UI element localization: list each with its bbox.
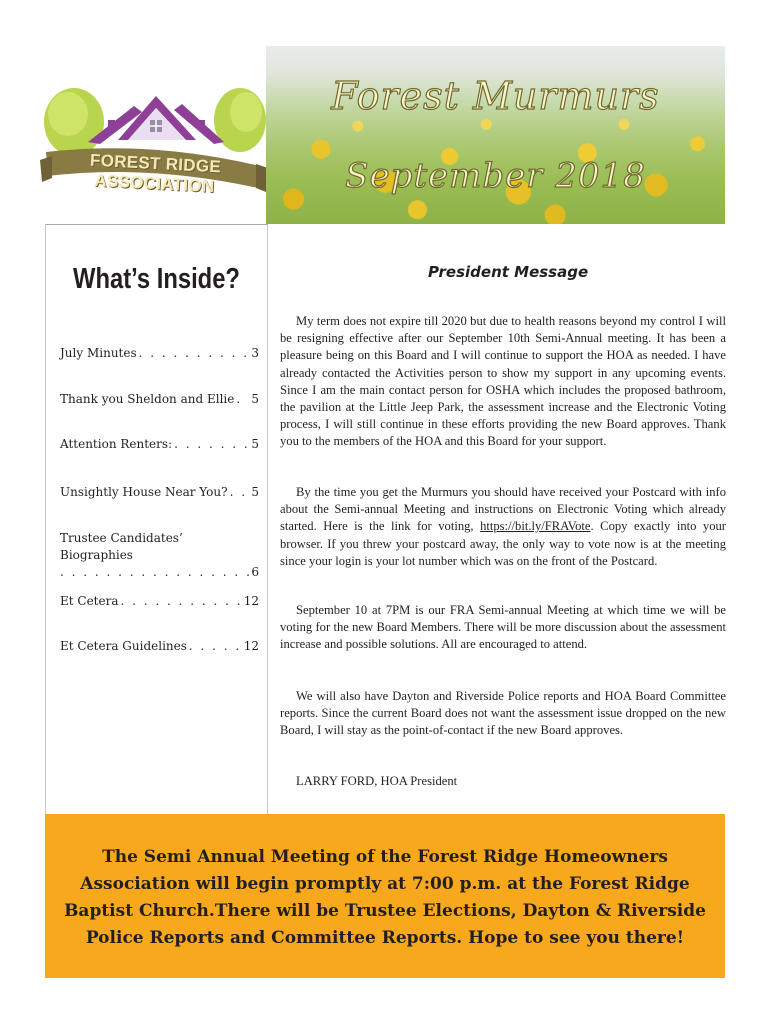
president-paragraph-3: [280, 602, 726, 654]
paragraph-text: By the time you get the Murmurs you should have received your Postcard with info about the Semi-annual Meeting and instructions on Electronic Voting which already started. Here is the link for voting,: [280, 485, 726, 534]
newsletter-header-banner: [266, 46, 725, 224]
toc-item-page: 5: [251, 485, 259, 499]
toc-item[interactable]: [60, 345, 259, 362]
toc-item[interactable]: [60, 593, 259, 610]
paragraph-text: My term does not expire till 2020 but due to health reasons beyond my control I will be resigning effective after our September 10th Semi-Annual meeting. It has been a pleasure being on this Board and I will continue to support the HOA as needed. I have already contacted the Activities person to show my support in any upcoming events. Since I am the main contact person for OSHA which includes the proposed bathroom, the pavilion at the Little Jeep Park, the assessment increase and the Electronic Voting process, I will still continue in these efforts providing the new Board approves. Thank you to the members of the HOA and this Board for your support.: [280, 314, 726, 449]
paragraph-text: September 10 at 7PM is our FRA Semi-annual Meeting at which time we will be voting for the new Board Members. There will be more discussion about the assessment increase and possible solutions. All are encouraged to attend.: [280, 603, 726, 652]
toc-item[interactable]: [60, 484, 259, 501]
toc-item-page: 5: [251, 392, 259, 406]
toc-item[interactable]: [60, 530, 259, 581]
paragraph-text: . Copy exactly into your browser. If you threw your postcard away, the only way to vote now is at the meeting since your login is your lot number which was on the front of the Postcard.: [280, 519, 726, 568]
president-paragraph-4: [280, 688, 726, 740]
voting-link[interactable]: https://bit.ly/FRAVote: [480, 519, 591, 534]
toc-item-label: Thank you Sheldon and Ellie: [60, 392, 235, 406]
toc-item[interactable]: [60, 436, 259, 453]
toc-item-page: 5: [251, 437, 259, 451]
toc-item-page: 12: [243, 639, 259, 653]
toc-item[interactable]: [60, 391, 259, 408]
newsletter-title: Forest Murmurs: [331, 74, 660, 118]
newsletter-date: September 2018: [345, 156, 646, 196]
president-paragraph-1: [280, 313, 726, 451]
meeting-announcement-text: The Semi Annual Meeting of the Forest Ridge Homeowners Association will begin promptly at 7:00 p.m. at the Forest Ridge Baptist Church.There will be Trustee Elections, Dayton & Riverside Police Reports and Committee Reports. Hope to see you there!: [64, 847, 706, 948]
toc-item[interactable]: [60, 638, 259, 655]
toc-item-page: 6: [251, 565, 259, 579]
toc-item-label: July Minutes: [60, 346, 137, 360]
toc-item-label: Et Cetera: [60, 594, 119, 608]
toc-item-label: Unsightly House Near You?: [60, 485, 228, 499]
signature-text: LARRY FORD, HOA President: [296, 774, 458, 788]
table-of-contents: [45, 224, 268, 815]
meeting-announcement-box: [45, 814, 725, 978]
toc-item-label: Trustee Candidates’ Biographies: [60, 531, 183, 562]
president-paragraph-2: [280, 484, 726, 570]
logo-text: FOREST RIDGE ASSOCIATION: [89, 150, 222, 197]
toc-item-page: 3: [251, 346, 259, 360]
paragraph-text: We will also have Dayton and Riverside Police reports and HOA Board Committee reports. Since the current Board does not want the assessment issue dropped on the new Board, I will stay as the point-of-contact if the new Board approves.: [280, 689, 726, 738]
president-message-heading: President Message: [428, 263, 589, 281]
toc-item-label: Et Cetera Guidelines: [60, 639, 187, 653]
president-signature: [280, 773, 726, 790]
forest-ridge-logo: [38, 80, 270, 200]
toc-item-label: Attention Renters:: [60, 437, 173, 451]
toc-title: What’s Inside?: [73, 263, 240, 295]
toc-item-page: 12: [243, 594, 259, 608]
